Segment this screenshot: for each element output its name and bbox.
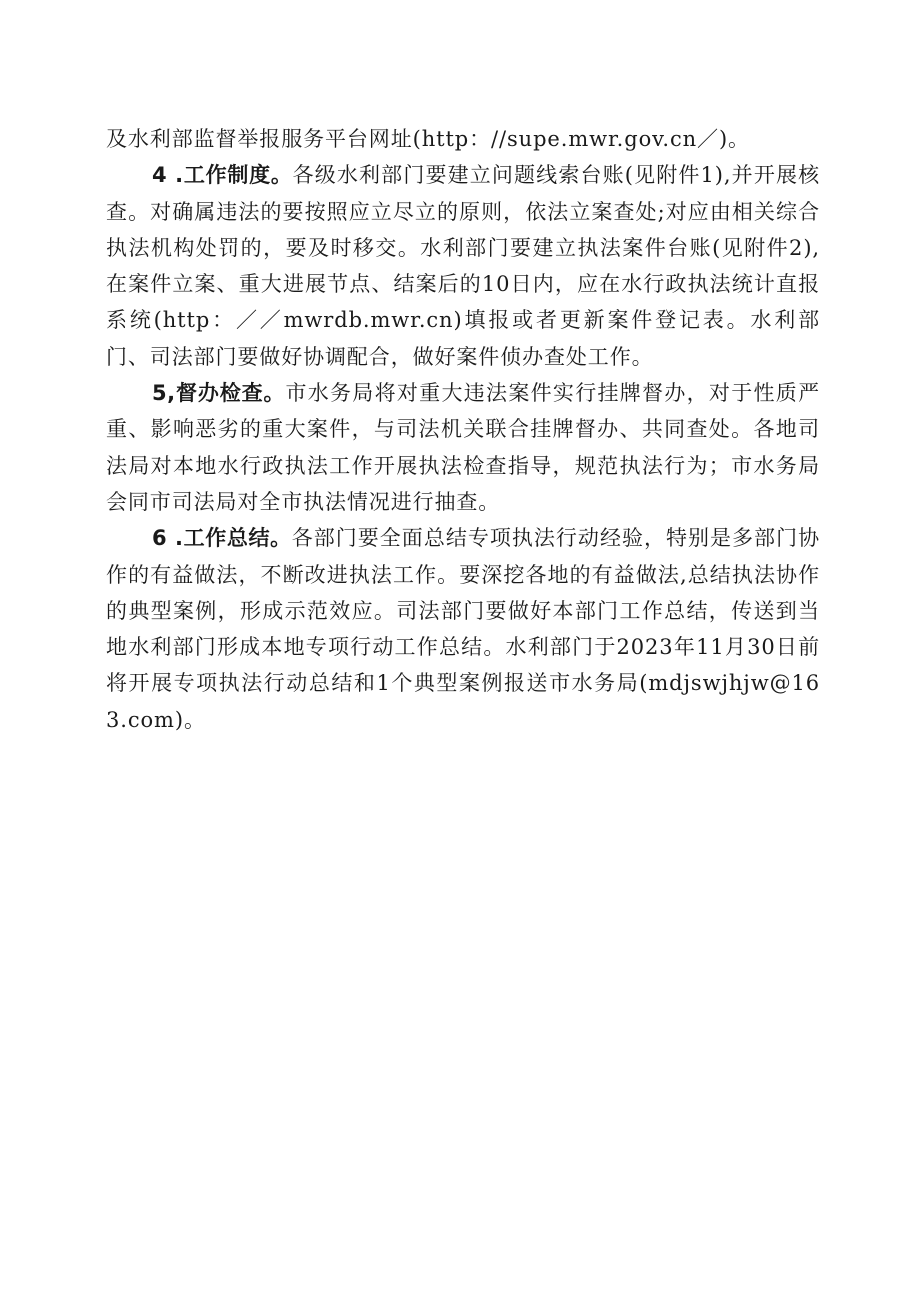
paragraph-supervision-inspection: [106, 375, 820, 520]
paragraph-text: 及水利部监督举报服务平台网址(http：//supe.mwr.gov.cn／)。: [106, 127, 750, 151]
paragraph-continuation: [106, 121, 820, 157]
paragraph-work-system: [106, 157, 820, 375]
paragraph-text: 市水务局将对重大违法案件实行挂牌督办，对于性质严重、影响恶劣的重大案件，与司法机关联合挂牌督办、共同查处。各地司法局对本地水行政执法工作开展执法检查指导，规范执法行为；市水务局会同市司法局对全市执法情况进行抽查。: [106, 381, 820, 514]
paragraph-heading: 6 .工作总结。: [152, 526, 292, 551]
paragraph-heading: 5,督办检查。: [152, 381, 286, 406]
document-body: [106, 121, 820, 738]
paragraph-text: 各部门要全面总结专项执法行动经验，特别是多部门协作的有益做法，不断改进执法工作。要深挖各地的有益做法,总结执法协作的典型案例，形成示范效应。司法部门要做好本部门工作总结，传送到当地水利部门形成本地专项行动工作总结。水利部门于2023年11月30日前将开展专项执法行动总结和1个典型案例报送市水务局(mdjswjhjw@163.com)。: [106, 526, 820, 732]
paragraph-heading: 4 .工作制度。: [152, 163, 293, 188]
paragraph-work-summary: [106, 520, 820, 738]
paragraph-text: 各级水利部门要建立问题线索台账(见附件1),并开展核查。对确属违法的要按照应立尽立的原则，依法立案查处;对应由相关综合执法机构处罚的，要及时移交。水利部门要建立执法案件台账(见附件2),在案件立案、重大进展节点、结案后的10日内，应在水行政执法统计直报系统(http：／／mwrdb.mwr.cn)填报或者更新案件登记表。水利部门、司法部门要做好协调配合，做好案件侦办查处工作。: [106, 163, 820, 369]
